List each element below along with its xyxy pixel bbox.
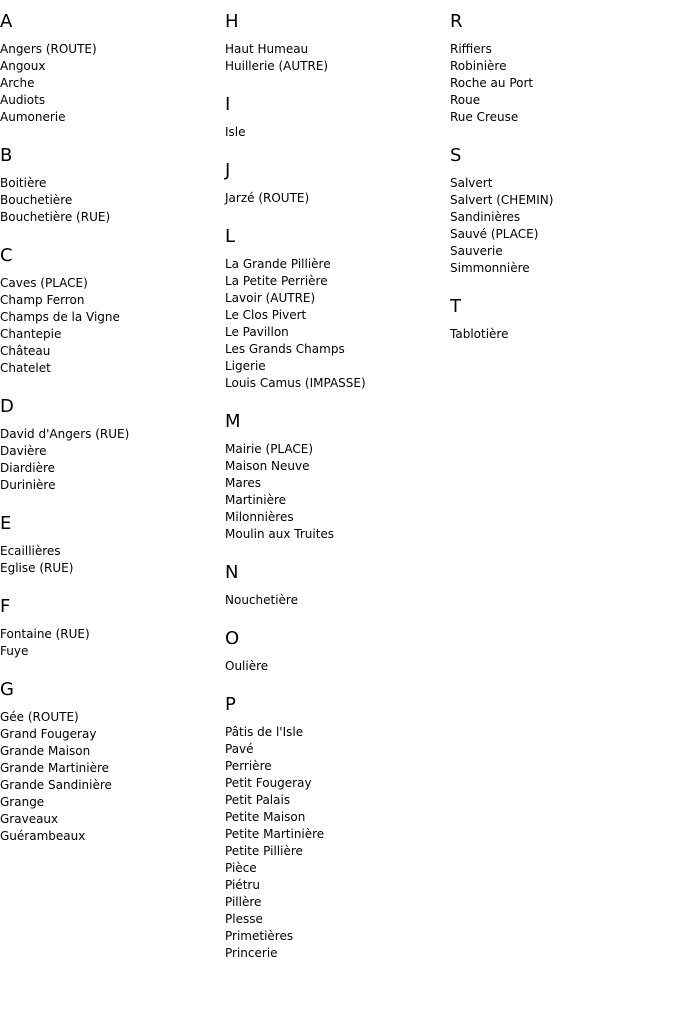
street-link[interactable]: Milonnières bbox=[225, 510, 294, 524]
letter-group bbox=[0, 0, 225, 126]
street-link[interactable]: Graveaux bbox=[0, 812, 59, 826]
street-link[interactable]: Maison Neuve bbox=[225, 459, 310, 473]
street-link[interactable]: Riffiers bbox=[450, 42, 492, 56]
letter-group bbox=[225, 0, 450, 75]
street-list bbox=[225, 41, 450, 75]
street-link[interactable]: Pièce bbox=[225, 861, 257, 875]
letter-heading: I bbox=[225, 94, 231, 115]
letter-group bbox=[225, 83, 450, 141]
street-link[interactable]: Pavé bbox=[225, 742, 254, 756]
street-link[interactable]: Grange bbox=[0, 795, 45, 809]
letter-heading: A bbox=[0, 11, 13, 32]
letter-group bbox=[450, 285, 675, 343]
street-link[interactable]: Roue bbox=[450, 93, 481, 107]
letter-heading: B bbox=[0, 145, 13, 166]
street-link[interactable]: Angoux bbox=[0, 59, 46, 73]
letter-heading: R bbox=[450, 11, 463, 32]
street-link[interactable]: Haut Humeau bbox=[225, 42, 309, 56]
street-list bbox=[0, 175, 225, 226]
street-list bbox=[0, 275, 225, 377]
street-link[interactable]: Audiots bbox=[0, 93, 46, 107]
street-link[interactable]: Boitière bbox=[0, 176, 47, 190]
letter-group bbox=[225, 617, 450, 675]
street-list bbox=[450, 175, 675, 277]
street-link[interactable]: Robinière bbox=[450, 59, 507, 73]
street-link[interactable]: Sauverie bbox=[450, 244, 503, 258]
letter-heading: G bbox=[0, 679, 14, 700]
letter-heading: C bbox=[0, 245, 13, 266]
letter-heading: P bbox=[225, 694, 236, 715]
street-link[interactable]: Chantepie bbox=[0, 327, 62, 341]
street-link[interactable]: Mairie (PLACE) bbox=[225, 442, 314, 456]
street-link[interactable]: Rue Creuse bbox=[450, 110, 519, 124]
street-link[interactable]: Pillère bbox=[225, 895, 262, 909]
letter-heading: L bbox=[225, 226, 236, 247]
street-list bbox=[225, 124, 450, 141]
street-link[interactable]: Salvert (CHEMIN) bbox=[450, 193, 554, 207]
street-link[interactable]: Aumonerie bbox=[0, 110, 66, 124]
street-link[interactable]: Gée (ROUTE) bbox=[0, 710, 79, 724]
street-link[interactable]: Champs de la Vigne bbox=[0, 310, 120, 324]
street-list bbox=[0, 426, 225, 494]
street-link[interactable]: Angers (ROUTE) bbox=[0, 42, 97, 56]
street-link[interactable]: Jarzé (ROUTE) bbox=[225, 191, 310, 205]
letter-group bbox=[0, 668, 225, 845]
letter-heading: E bbox=[0, 513, 12, 534]
street-list bbox=[0, 709, 225, 845]
letter-heading: D bbox=[0, 396, 14, 417]
street-link[interactable]: Ligerie bbox=[225, 359, 266, 373]
street-list bbox=[0, 41, 225, 126]
street-link[interactable]: Salvert bbox=[450, 176, 493, 190]
street-link[interactable]: Les Grands Champs bbox=[225, 342, 345, 356]
street-link[interactable]: Sandinières bbox=[450, 210, 521, 224]
street-link[interactable]: Oulière bbox=[225, 659, 269, 673]
street-link[interactable]: Eglise (RUE) bbox=[0, 561, 74, 575]
street-list bbox=[225, 256, 450, 392]
letter-group bbox=[225, 149, 450, 207]
letter-group bbox=[450, 134, 675, 277]
street-link[interactable]: Château bbox=[0, 344, 51, 358]
street-link[interactable]: Mares bbox=[225, 476, 262, 490]
street-link[interactable]: Petite Maison bbox=[225, 810, 306, 824]
letter-group bbox=[0, 134, 225, 226]
street-link[interactable]: Bouchetière bbox=[0, 193, 73, 207]
letter-heading: S bbox=[450, 145, 462, 166]
street-link[interactable]: Lavoir (AUTRE) bbox=[225, 291, 316, 305]
street-link[interactable]: Grande Sandinière bbox=[0, 778, 112, 792]
street-link[interactable]: Louis Camus (IMPASSE) bbox=[225, 376, 366, 390]
street-link[interactable]: Petit Fougeray bbox=[225, 776, 312, 790]
street-list bbox=[225, 190, 450, 207]
street-link[interactable]: Princerie bbox=[225, 946, 278, 960]
street-link[interactable]: Piétru bbox=[225, 878, 260, 892]
street-list bbox=[0, 626, 225, 660]
street-link[interactable]: Petite Martinière bbox=[225, 827, 325, 841]
street-link[interactable]: Roche au Port bbox=[450, 76, 534, 90]
letter-group bbox=[0, 502, 225, 577]
letter-group bbox=[450, 0, 675, 126]
street-link[interactable]: Chatelet bbox=[0, 361, 51, 375]
street-link[interactable]: Grande Martinière bbox=[0, 761, 110, 775]
street-link[interactable]: David d'Angers (RUE) bbox=[0, 427, 130, 441]
street-link[interactable]: Arche bbox=[0, 76, 35, 90]
letter-group bbox=[225, 683, 450, 962]
street-link[interactable]: Le Clos Pivert bbox=[225, 308, 307, 322]
street-list bbox=[225, 441, 450, 543]
street-link[interactable]: Grande Maison bbox=[0, 744, 91, 758]
street-link[interactable]: Simmonnière bbox=[450, 261, 530, 275]
column-1 bbox=[0, 0, 225, 853]
street-link[interactable]: Huillerie (AUTRE) bbox=[225, 59, 329, 73]
letter-group bbox=[225, 215, 450, 392]
letter-heading: J bbox=[225, 160, 231, 181]
column-3 bbox=[450, 0, 675, 351]
street-link[interactable]: Durinière bbox=[0, 478, 56, 492]
letter-group bbox=[0, 385, 225, 494]
street-link[interactable]: Petite Pillière bbox=[225, 844, 303, 858]
street-link[interactable]: Guérambeaux bbox=[0, 829, 86, 843]
street-link[interactable]: Ecaillières bbox=[0, 544, 61, 558]
street-link[interactable]: Martinière bbox=[225, 493, 287, 507]
street-link[interactable]: Le Pavillon bbox=[225, 325, 289, 339]
street-list bbox=[225, 658, 450, 675]
street-link[interactable]: Grand Fougeray bbox=[0, 727, 97, 741]
street-list bbox=[0, 543, 225, 577]
street-link[interactable]: Moulin aux Truites bbox=[225, 527, 335, 541]
street-link[interactable]: Fontaine (RUE) bbox=[0, 627, 90, 641]
street-link[interactable]: Petit Palais bbox=[225, 793, 291, 807]
letter-heading: M bbox=[225, 411, 241, 432]
street-link[interactable]: Davière bbox=[0, 444, 47, 458]
street-link[interactable]: Diardière bbox=[0, 461, 56, 475]
street-link[interactable]: Isle bbox=[225, 125, 246, 139]
letter-group bbox=[225, 551, 450, 609]
street-list bbox=[450, 326, 675, 343]
street-link[interactable]: Nouchetière bbox=[225, 593, 298, 607]
street-link[interactable]: Perrière bbox=[225, 759, 272, 773]
letter-heading: H bbox=[225, 11, 239, 32]
street-link[interactable]: Sauvé (PLACE) bbox=[450, 227, 539, 241]
street-list bbox=[450, 41, 675, 126]
street-link[interactable]: Bouchetière (RUE) bbox=[0, 210, 111, 224]
street-link[interactable]: Champ Ferron bbox=[0, 293, 85, 307]
street-link[interactable]: Caves (PLACE) bbox=[0, 276, 88, 290]
street-link[interactable]: Tablotière bbox=[450, 327, 509, 341]
letter-heading: F bbox=[0, 596, 11, 617]
letter-group bbox=[0, 585, 225, 660]
column-2 bbox=[225, 0, 450, 970]
letter-heading: T bbox=[450, 296, 461, 317]
letter-heading: N bbox=[225, 562, 239, 583]
street-list bbox=[225, 592, 450, 609]
letter-group bbox=[0, 234, 225, 377]
street-link[interactable]: Primetières bbox=[225, 929, 294, 943]
street-link[interactable]: Pâtis de l'Isle bbox=[225, 725, 304, 739]
street-link[interactable]: La Petite Perrière bbox=[225, 274, 328, 288]
street-link[interactable]: La Grande Pillière bbox=[225, 257, 331, 271]
letter-heading: O bbox=[225, 628, 240, 649]
street-link[interactable]: Plesse bbox=[225, 912, 263, 926]
street-link[interactable]: Fuye bbox=[0, 644, 29, 658]
street-list bbox=[225, 724, 450, 962]
letter-group bbox=[225, 400, 450, 543]
